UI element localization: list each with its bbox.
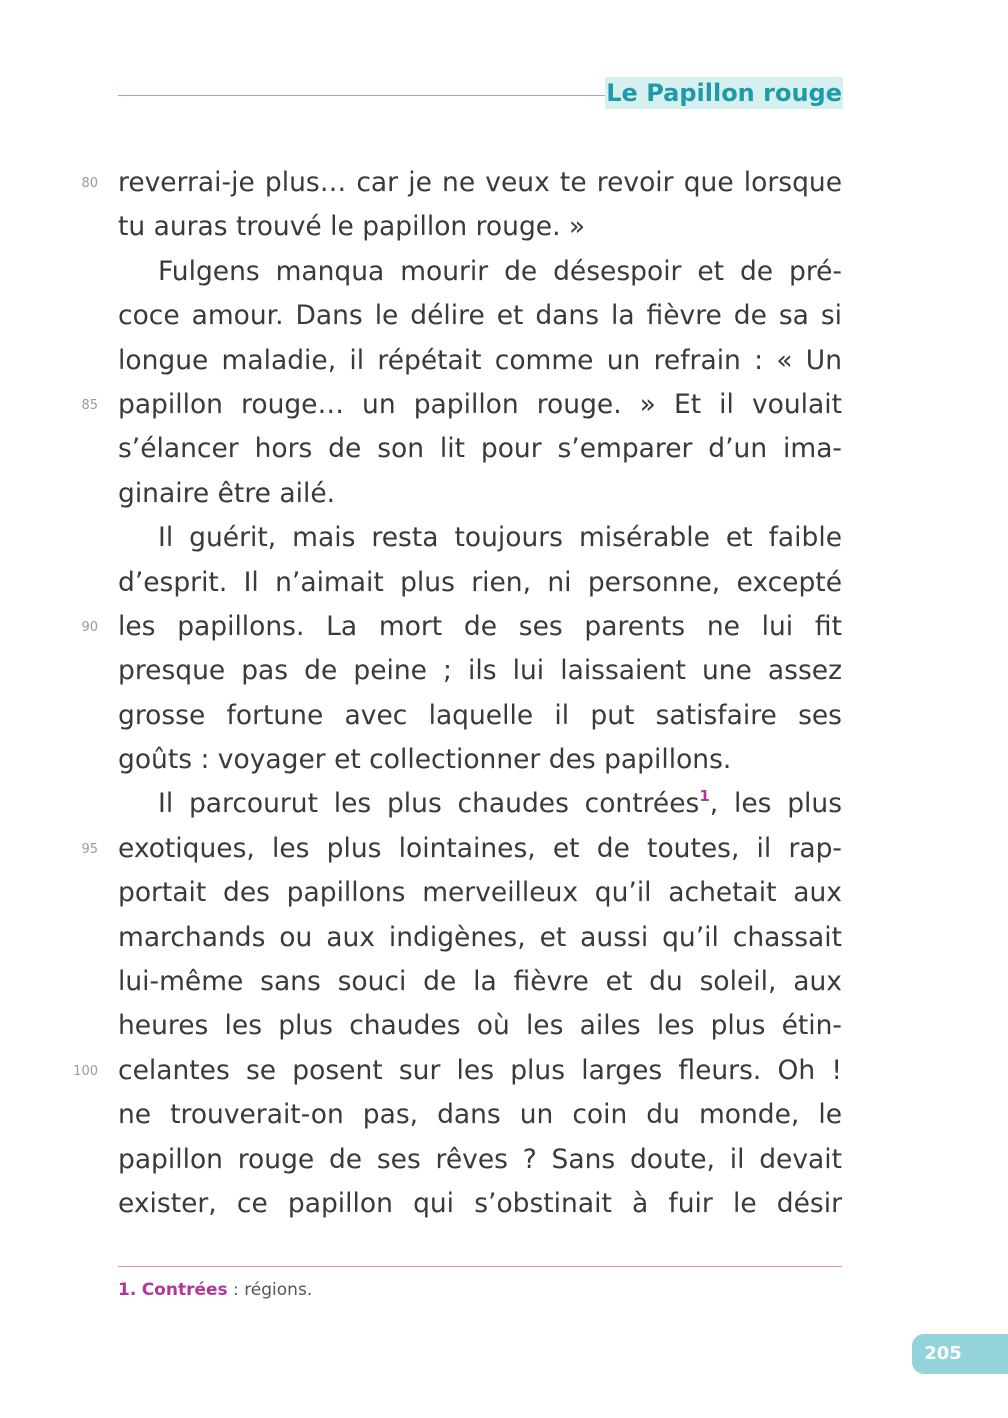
line-text: exister, ce papillon qui s’obstinait à fuir le désir xyxy=(118,1187,842,1219)
footnote-number: 1. xyxy=(118,1280,137,1300)
line-text: goûts : voyager et collectionner des papillons. xyxy=(118,744,732,776)
page-number: 205 xyxy=(924,1343,962,1364)
line-text: coce amour. Dans le délire et dans la fièvre de sa si xyxy=(118,300,842,332)
line-number: 85 xyxy=(81,397,98,413)
line-text: exotiques, les plus lointaines, et de toutes, il rap- xyxy=(118,832,842,864)
line-text: les papillons. La mort de ses parents ne lui fit xyxy=(118,610,842,642)
text-line xyxy=(118,294,842,338)
line-text: papillon rouge… un papillon rouge. » Et il voulait xyxy=(118,388,842,420)
line-text: tu auras trouvé le papillon rouge. » xyxy=(118,211,586,243)
text-line xyxy=(118,1138,842,1182)
line-text: ginaire être ailé. xyxy=(118,477,336,509)
text-line xyxy=(118,205,842,249)
line-number: 95 xyxy=(81,841,98,857)
text-line xyxy=(118,871,842,915)
running-header-title: Le Papillon rouge xyxy=(606,79,842,107)
line-text: heures les plus chaudes où les ailes les plus étin- xyxy=(118,1010,842,1042)
footnote-definition: : régions. xyxy=(227,1280,313,1300)
line-text: reverrai-je plus… car je ne veux te revoir que lorsque xyxy=(118,167,842,198)
line-text-part: Il parcourut les plus chaudes contrées xyxy=(158,788,700,820)
text-line xyxy=(118,250,842,294)
page-number-tab xyxy=(912,1334,1008,1374)
text-line xyxy=(81,605,842,649)
line-text: longue maladie, il répétait comme un refrain : « Un xyxy=(118,344,842,376)
line-text: lui-même sans souci de la fièvre et du soleil, aux xyxy=(118,966,842,998)
line-text: presque pas de peine ; ils lui laissaient une assez xyxy=(118,655,842,687)
text-line xyxy=(118,916,842,960)
footnote-rule xyxy=(118,1266,842,1267)
text-line xyxy=(118,1182,842,1226)
footnote xyxy=(118,1280,312,1300)
line-text: marchands ou aux indigènes, et aussi qu’il chassait xyxy=(118,921,842,953)
text-line xyxy=(118,339,842,383)
text-line xyxy=(118,782,842,826)
text-line xyxy=(118,1093,842,1137)
line-text: grosse fortune avec laquelle il put satisfaire ses xyxy=(118,699,842,731)
line-number: 100 xyxy=(73,1063,98,1079)
header-rule xyxy=(118,95,608,96)
line-text: papillon rouge de ses rêves ? Sans doute, il devait xyxy=(118,1143,842,1175)
text-line xyxy=(81,827,842,871)
line-number: 80 xyxy=(81,176,98,191)
line-text: celantes se posent sur les plus larges fleurs. Oh ! xyxy=(118,1054,842,1086)
line-text: s’élancer hors de son lit pour s’emparer d’un ima- xyxy=(118,433,842,465)
line-text: portait des papillons merveilleux qu’il achetait aux xyxy=(118,877,842,909)
line-text: ne trouverait-on pas, dans un coin du monde, le xyxy=(118,1099,842,1131)
line-text xyxy=(118,782,842,826)
text-line xyxy=(118,561,842,605)
line-text: Il guérit, mais resta toujours misérable et faible xyxy=(158,522,842,554)
text-line xyxy=(81,383,842,427)
text-line xyxy=(118,738,842,782)
body-text xyxy=(0,161,1008,1226)
text-line xyxy=(118,516,842,560)
footnote-term: Contrées xyxy=(141,1280,228,1300)
footnote-reference[interactable]: 1 xyxy=(699,787,710,806)
text-line xyxy=(118,472,842,516)
text-line xyxy=(118,694,842,738)
text-line xyxy=(118,649,842,693)
line-number: 90 xyxy=(81,619,98,635)
text-line xyxy=(73,1049,842,1093)
text-line xyxy=(118,1004,842,1048)
text-line xyxy=(118,960,842,1004)
text-line xyxy=(81,161,842,205)
line-text-part: , les plus xyxy=(709,788,842,820)
line-text: Fulgens manqua mourir de désespoir et de pré- xyxy=(158,255,842,287)
text-line xyxy=(118,427,842,471)
line-text: d’esprit. Il n’aimait plus rien, ni personne, excepté xyxy=(118,566,842,598)
